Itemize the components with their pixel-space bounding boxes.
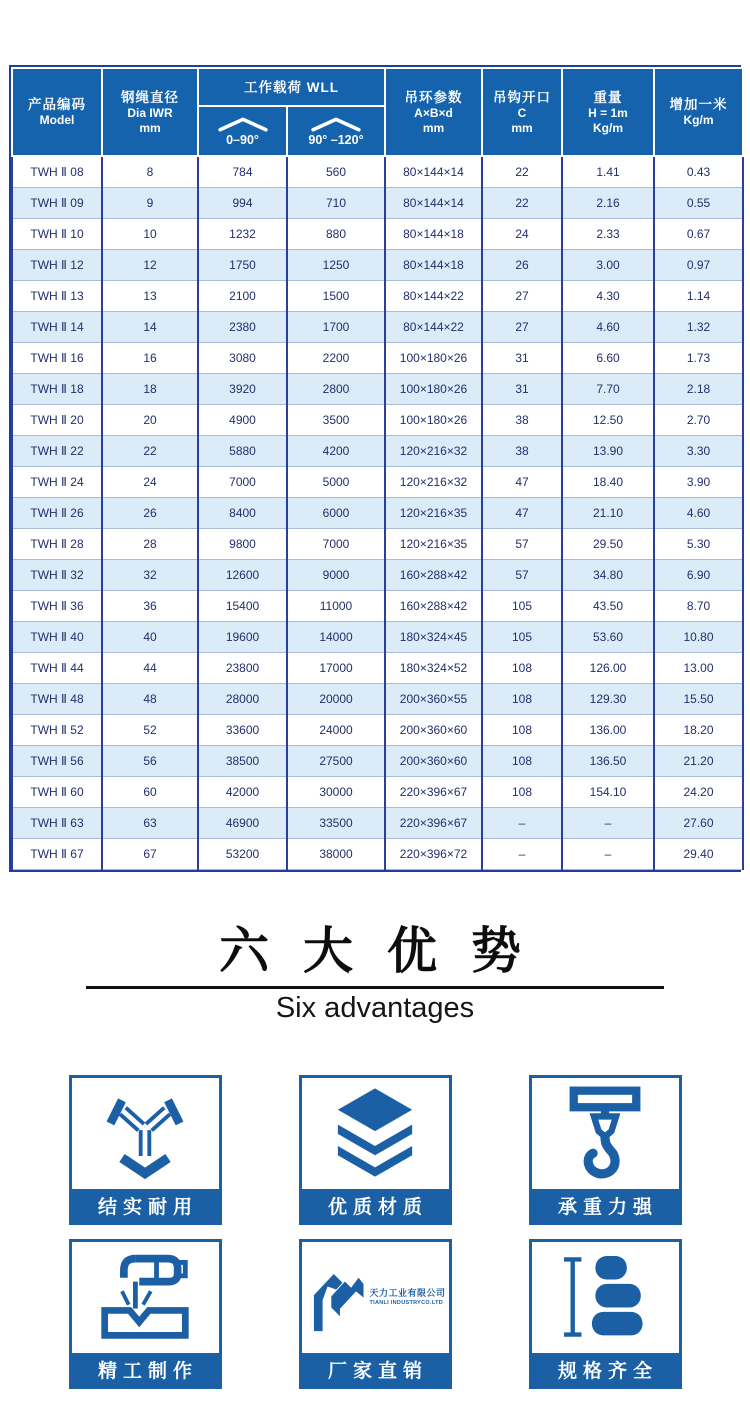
measuring-sizes-icon [532,1242,679,1353]
table-cell: 27 [482,280,562,311]
chain-links-icon [72,1078,219,1189]
table-cell: 9800 [198,528,287,559]
table-cell: 129.30 [562,683,654,714]
table-row [12,342,743,373]
header-model-en: Model [39,113,75,127]
table-cell: TWH Ⅱ 18 [12,373,102,404]
factory-logo-icon [302,1242,449,1353]
header-per-meter [654,68,743,156]
table-cell: 105 [482,621,562,652]
header-per-meter-zh: 增加一米 [669,97,728,112]
table-cell: 108 [482,776,562,807]
table-cell: 38500 [198,745,287,776]
table-cell: 100×180×26 [385,342,482,373]
table-row [12,652,743,683]
header-diameter-en: Dia IWR [127,105,173,120]
table-cell: 12600 [198,559,287,590]
table-cell: 560 [287,156,385,187]
table-row [12,590,743,621]
table-cell: 20000 [287,683,385,714]
advantage-tiles [0,1075,750,1389]
table-cell: 3.30 [654,435,743,466]
table-cell: 80×144×14 [385,187,482,218]
table-cell: 42000 [198,776,287,807]
table-row [12,838,743,869]
table-cell: 108 [482,683,562,714]
header-diameter [102,68,198,156]
welding-torch-icon [72,1242,219,1353]
table-cell: 53.60 [562,621,654,652]
table-cell: 26 [482,249,562,280]
table-cell: 0.97 [654,249,743,280]
table-cell: 2.18 [654,373,743,404]
table-cell: 56 [102,745,198,776]
header-hook-opening [482,68,562,156]
table-cell: 2.70 [654,404,743,435]
table-cell: 63 [102,807,198,838]
company-logo-text [369,1288,445,1307]
table-row [12,373,743,404]
table-cell: 9 [102,187,198,218]
table-cell: 27500 [287,745,385,776]
header-model [12,68,102,156]
table-cell: 136.00 [562,714,654,745]
table-cell: 12.50 [562,404,654,435]
table-cell: 2800 [287,373,385,404]
table-cell: 38000 [287,838,385,869]
table-cell: 3.90 [654,466,743,497]
table-cell: 0.67 [654,218,743,249]
table-cell: 52 [102,714,198,745]
table-cell: 200×360×60 [385,714,482,745]
table-cell: 0.43 [654,156,743,187]
table-cell: 8400 [198,497,287,528]
table-cell: 9000 [287,559,385,590]
table-row [12,280,743,311]
crane-hook-icon [532,1078,679,1189]
table-cell: 13.00 [654,652,743,683]
table-cell: 2100 [198,280,287,311]
table-cell: 6000 [287,497,385,528]
table-cell: TWH Ⅱ 56 [12,745,102,776]
table-row [12,714,743,745]
table-cell: 4900 [198,404,287,435]
table-cell: 10 [102,218,198,249]
table-cell: 160×288×42 [385,590,482,621]
header-ring-unit: mm [422,120,445,135]
table-cell: 4.60 [654,497,743,528]
advantage-tile-specs [529,1239,682,1389]
table-cell: TWH Ⅱ 48 [12,683,102,714]
table-cell: 1.73 [654,342,743,373]
table-cell: TWH Ⅱ 14 [12,311,102,342]
header-diameter-zh: 钢绳直径 [121,89,179,105]
table-cell: 33500 [287,807,385,838]
table-cell: – [562,838,654,869]
table-cell: 5000 [287,466,385,497]
header-per-meter-unit: Kg/m [683,113,714,127]
header-weight [562,68,654,156]
table-cell: 105 [482,590,562,621]
angle-0-90-label: 0–90° [226,132,259,147]
table-cell: 24 [102,466,198,497]
table-cell: 18 [102,373,198,404]
table-cell: 4.60 [562,311,654,342]
table-body [12,156,743,869]
table-cell: TWH Ⅱ 09 [12,187,102,218]
table-cell: 1700 [287,311,385,342]
table-cell: TWH Ⅱ 16 [12,342,102,373]
table-row [12,311,743,342]
table-cell: 13.90 [562,435,654,466]
table-cell: 1250 [287,249,385,280]
table-cell: TWH Ⅱ 13 [12,280,102,311]
table-cell: 14000 [287,621,385,652]
table-cell: TWH Ⅱ 22 [12,435,102,466]
table-row [12,528,743,559]
table-cell: 57 [482,559,562,590]
company-name-zh: 天力工业有限公司 [369,1287,446,1298]
table-row [12,435,743,466]
table-cell: 44 [102,652,198,683]
table-cell: 3920 [198,373,287,404]
table-cell: TWH Ⅱ 12 [12,249,102,280]
advantage-tile-durable [69,1075,222,1225]
table-cell: 4.30 [562,280,654,311]
table-cell: 38 [482,435,562,466]
table-cell: 154.10 [562,776,654,807]
table-cell: 5.30 [654,528,743,559]
advantage-label: 承重力强 [532,1189,679,1222]
table-cell: 3080 [198,342,287,373]
table-cell: 27.60 [654,807,743,838]
table-cell: 40 [102,621,198,652]
table-cell: 100×180×26 [385,373,482,404]
table-cell: 48 [102,683,198,714]
table-cell: TWH Ⅱ 26 [12,497,102,528]
table-cell: 15.50 [654,683,743,714]
table-cell: 180×324×45 [385,621,482,652]
table-cell: 3.00 [562,249,654,280]
table-row [12,745,743,776]
table-cell: TWH Ⅱ 20 [12,404,102,435]
sling-angle-icon [217,116,269,132]
table-cell: 18.40 [562,466,654,497]
table-cell: 14 [102,311,198,342]
table-cell: TWH Ⅱ 08 [12,156,102,187]
table-cell: 28 [102,528,198,559]
table-cell: TWH Ⅱ 60 [12,776,102,807]
table-cell: 108 [482,745,562,776]
header-opening-en: C [517,105,527,120]
table-cell: TWH Ⅱ 10 [12,218,102,249]
table-cell: 11000 [287,590,385,621]
table-cell: 120×216×35 [385,528,482,559]
table-row [12,187,743,218]
table-cell: 2380 [198,311,287,342]
table-cell: 22 [482,187,562,218]
table-cell: 32 [102,559,198,590]
table-cell: 0.55 [654,187,743,218]
table-cell: 120×216×35 [385,497,482,528]
table-cell: 29.50 [562,528,654,559]
spec-table [11,67,744,870]
table-cell: 2200 [287,342,385,373]
header-wll-title: 工作载荷 WLL [244,79,339,95]
table-cell: 1750 [198,249,287,280]
table-cell: – [482,807,562,838]
table-cell: 1232 [198,218,287,249]
table-cell: 5880 [198,435,287,466]
table-cell: 31 [482,342,562,373]
advantage-tile-direct [299,1239,452,1389]
table-row [12,497,743,528]
table-cell: 16 [102,342,198,373]
header-weight-en: H = 1m [588,105,628,120]
table-cell: 36 [102,590,198,621]
table-cell: 8.70 [654,590,743,621]
table-cell: 710 [287,187,385,218]
header-angle-0-90 [198,106,287,156]
header-opening-zh: 吊钩开口 [493,89,551,105]
table-cell: 100×180×26 [385,404,482,435]
table-row [12,156,743,187]
table-cell: 80×144×22 [385,280,482,311]
table-row [12,776,743,807]
header-ring-zh: 吊环参数 [404,89,463,105]
header-diameter-unit: mm [139,120,161,135]
table-cell: 8 [102,156,198,187]
table-cell: 120×216×32 [385,435,482,466]
table-cell: TWH Ⅱ 44 [12,652,102,683]
table-cell: 80×144×18 [385,218,482,249]
table-cell: 27 [482,311,562,342]
table-cell: 57 [482,528,562,559]
table-cell: 220×396×72 [385,838,482,869]
table-cell: 46900 [198,807,287,838]
table-cell: 29.40 [654,838,743,869]
table-cell: 1.14 [654,280,743,311]
header-opening-unit: mm [511,120,533,135]
angle-90-120-label: 90° –120° [308,132,364,147]
header-ring-en: A×B×d [414,105,453,120]
title-divider [86,986,664,989]
table-cell: 7.70 [562,373,654,404]
table-row [12,807,743,838]
table-cell: 23800 [198,652,287,683]
table-cell: 6.60 [562,342,654,373]
table-cell: 1.41 [562,156,654,187]
advantage-tile-craft [69,1239,222,1389]
table-cell: TWH Ⅱ 63 [12,807,102,838]
table-cell: 220×396×67 [385,776,482,807]
table-row [12,218,743,249]
table-cell: TWH Ⅱ 28 [12,528,102,559]
table-cell: 6.90 [654,559,743,590]
table-cell: 24.20 [654,776,743,807]
table-cell: 26 [102,497,198,528]
table-cell: 15400 [198,590,287,621]
stacked-layers-icon [302,1078,449,1189]
advantage-tile-material [299,1075,452,1225]
table-cell: 1500 [287,280,385,311]
table-cell: 21.20 [654,745,743,776]
table-cell: 126.00 [562,652,654,683]
header-weight-unit: Kg/m [593,120,623,135]
table-cell: 2.33 [562,218,654,249]
table-cell: 994 [198,187,287,218]
advantages-title: 六 大 优 势 [219,922,531,979]
table-cell: TWH Ⅱ 67 [12,838,102,869]
table-cell: 17000 [287,652,385,683]
sling-angle-icon [310,116,362,132]
table-cell: 47 [482,466,562,497]
table-cell: 19600 [198,621,287,652]
table-cell: 7000 [287,528,385,559]
table-cell: 43.50 [562,590,654,621]
table-cell: TWH Ⅱ 24 [12,466,102,497]
table-cell: TWH Ⅱ 40 [12,621,102,652]
header-wll-group [198,68,385,106]
advantage-label: 结实耐用 [72,1189,219,1222]
table-cell: 20 [102,404,198,435]
table-row [12,621,743,652]
table-cell: 38 [482,404,562,435]
header-angle-90-120 [287,106,385,156]
table-cell: 1.32 [654,311,743,342]
table-cell: 47 [482,497,562,528]
advantage-tile-load [529,1075,682,1225]
table-row [12,683,743,714]
advantage-label: 精工制作 [72,1353,219,1386]
table-cell: 60 [102,776,198,807]
table-cell: 34.80 [562,559,654,590]
table-cell: 3500 [287,404,385,435]
advantage-label: 优质材质 [302,1189,449,1222]
header-weight-zh: 重量 [593,89,623,105]
table-cell: 33600 [198,714,287,745]
advantage-label: 规格齐全 [532,1353,679,1386]
table-cell: – [562,807,654,838]
header-ring-params [385,68,482,156]
table-cell: 21.10 [562,497,654,528]
company-name-en: TIANLI INDUSTRYCO.LTD [369,1299,444,1306]
table-cell: 31 [482,373,562,404]
table-cell: 80×144×18 [385,249,482,280]
table-cell: 108 [482,652,562,683]
table-cell: 24000 [287,714,385,745]
table-cell: 108 [482,714,562,745]
table-cell: TWH Ⅱ 32 [12,559,102,590]
table-row [12,466,743,497]
advantages-header [0,922,750,1025]
table-row [12,249,743,280]
table-cell: 22 [102,435,198,466]
table-cell: 18.20 [654,714,743,745]
table-cell: 4200 [287,435,385,466]
table-cell: 53200 [198,838,287,869]
table-row [12,404,743,435]
table-cell: 10.80 [654,621,743,652]
table-cell: 80×144×22 [385,311,482,342]
table-cell: 200×360×55 [385,683,482,714]
table-cell: 2.16 [562,187,654,218]
table-header [12,68,743,156]
advantage-label: 厂家直销 [302,1353,449,1386]
table-cell: 12 [102,249,198,280]
table-cell: TWH Ⅱ 52 [12,714,102,745]
table-cell: 180×324×52 [385,652,482,683]
spec-table-container [9,65,741,872]
table-cell: 220×396×67 [385,807,482,838]
table-cell: 7000 [198,466,287,497]
table-cell: 24 [482,218,562,249]
table-cell: 67 [102,838,198,869]
table-cell: 13 [102,280,198,311]
header-model-zh: 产品编码 [28,97,86,112]
advantages-subtitle: Six advantages [275,991,475,1024]
table-cell: 784 [198,156,287,187]
table-cell: 200×360×60 [385,745,482,776]
table-cell: 80×144×14 [385,156,482,187]
table-cell: TWH Ⅱ 36 [12,590,102,621]
table-cell: 22 [482,156,562,187]
table-cell: 30000 [287,776,385,807]
table-cell: – [482,838,562,869]
table-cell: 136.50 [562,745,654,776]
table-cell: 880 [287,218,385,249]
table-cell: 120×216×32 [385,466,482,497]
table-cell: 28000 [198,683,287,714]
table-cell: 160×288×42 [385,559,482,590]
table-row [12,559,743,590]
